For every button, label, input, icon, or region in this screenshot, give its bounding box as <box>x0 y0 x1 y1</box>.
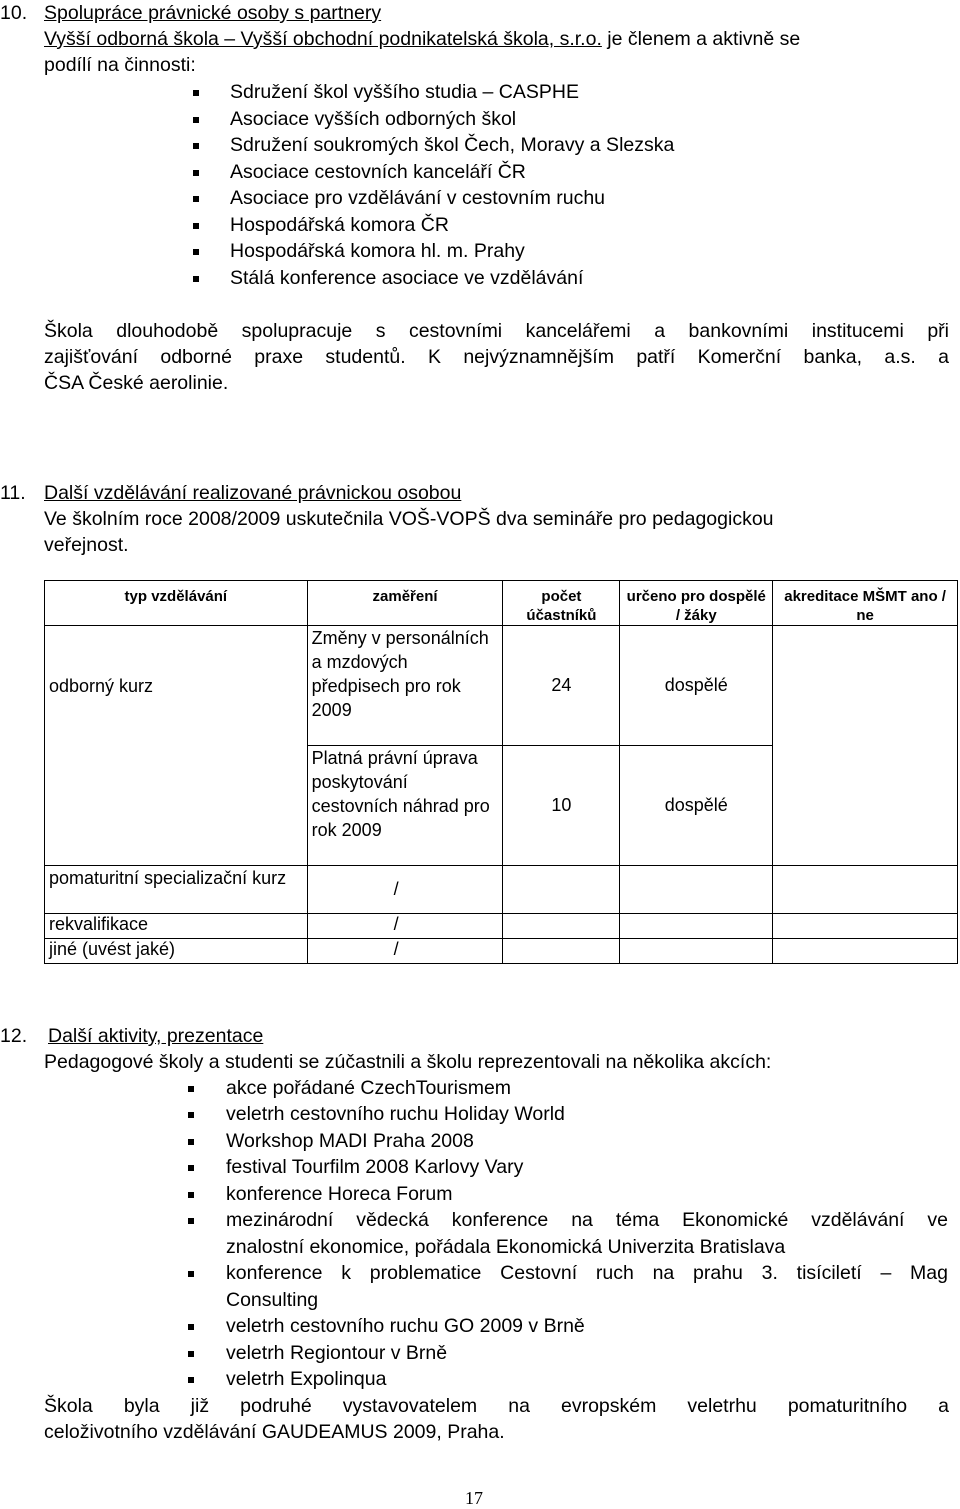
bullet-icon <box>193 223 199 229</box>
bullet-icon <box>188 1086 194 1092</box>
table-cell <box>773 626 958 866</box>
section-10-heading <box>0 2 382 24</box>
table-cell: / <box>307 939 503 964</box>
bullet-icon <box>193 170 199 176</box>
page-number: 17 <box>465 1488 483 1508</box>
bullet-icon <box>188 1218 194 1224</box>
table-cell: pomaturitní specializační kurz <box>45 866 308 914</box>
list-item: veletrh cestovního ruchu Holiday World <box>226 1103 565 1125</box>
bullet-icon <box>193 249 199 255</box>
table-header: počet účastníků <box>503 581 620 626</box>
table-header-row <box>45 581 958 626</box>
bullet-icon <box>193 143 199 149</box>
table-header: typ vzdělávání <box>45 581 308 626</box>
table-cell: 10 <box>503 746 620 866</box>
section-12-number: 12. <box>0 1025 28 1047</box>
section-10-paragraph-line3: ČSA České aerolinie. <box>44 372 229 394</box>
bullet-icon <box>188 1192 194 1198</box>
list-item: veletrh Expolinqua <box>226 1368 387 1390</box>
table-cell: Změny v personálních a mzdových předpisech pro rok 2009 <box>307 626 503 746</box>
section-10-intro-line1: Vyšší odborná škola – Vyšší obchodní podnikatelská škola, s.r.o. je členem a aktivně se <box>44 28 801 50</box>
list-item: Hospodářská komora ČR <box>230 214 449 236</box>
bullet-icon <box>193 90 199 96</box>
list-item: konference k problematice Cestovní ruch na prahu 3. tisíciletí – Mag <box>226 1262 948 1284</box>
closing-paragraph-line1: Škola byla již podruhé vystavovatelem na evropském veletrhu pomaturitního a <box>44 1395 949 1417</box>
table-cell <box>620 866 773 914</box>
table-cell <box>620 939 773 964</box>
list-item: Stálá konference asociace ve vzdělávání <box>230 267 584 289</box>
section-11-intro-line2: veřejnost. <box>44 534 129 556</box>
list-item: konference Horeca Forum <box>226 1183 453 1205</box>
table-row <box>45 866 958 914</box>
section-11-intro-line1: Ve školním roce 2008/2009 uskutečnila VOŠ-VOPŠ dva semináře pro pedagogickou <box>44 508 774 530</box>
table-row <box>45 626 958 746</box>
section-10-paragraph-line1: Škola dlouhodobě spolupracuje s cestovními kancelářemi a bankovními institucemi při <box>44 320 949 342</box>
section-11-heading <box>0 482 462 504</box>
bullet-icon <box>188 1112 194 1118</box>
list-item: festival Tourfilm 2008 Karlovy Vary <box>226 1156 524 1178</box>
table-cell: odborný kurz <box>45 626 308 866</box>
list-item: Sdružení škol vyššího studia – CASPHE <box>230 81 579 103</box>
table-cell: dospělé <box>620 746 773 866</box>
table-header: určeno pro dospělé / žáky <box>620 581 773 626</box>
section-10-number: 10. <box>0 2 28 24</box>
section-12-heading <box>0 1025 264 1047</box>
bullet-icon <box>188 1324 194 1330</box>
list-item: akce pořádané CzechTourismem <box>226 1077 512 1099</box>
table-header: zaměření <box>307 581 503 626</box>
list-item: veletrh Regiontour v Brně <box>226 1342 448 1364</box>
bullet-icon <box>188 1351 194 1357</box>
section-10-title: Spolupráce právnické osoby s partnery <box>44 2 382 24</box>
table-cell: rekvalifikace <box>45 914 308 939</box>
table-cell <box>773 866 958 914</box>
table-cell: / <box>307 914 503 939</box>
table-cell <box>503 939 620 964</box>
table-cell: 24 <box>503 626 620 746</box>
table-row <box>45 939 958 964</box>
bullet-icon <box>188 1139 194 1145</box>
table-cell: dospělé <box>620 626 773 746</box>
section-10-paragraph-line2: zajišťování odborné praxe studentů. K nejvýznamnějším patří Komerční banka, a.s. a <box>44 346 949 368</box>
list-item: Asociace pro vzdělávání v cestovním ruchu <box>230 187 606 209</box>
list-item-continuation: znalostní ekonomice, pořádala Ekonomická Univerzita Bratislava <box>226 1236 786 1258</box>
table-cell: / <box>307 866 503 914</box>
school-name: Vyšší odborná škola – Vyšší obchodní podnikatelská škola, s.r.o. <box>44 28 602 50</box>
table-cell: Platná právní úprava poskytování cestovních náhrad pro rok 2009 <box>307 746 503 866</box>
list-item: Hospodářská komora hl. m. Prahy <box>230 240 525 262</box>
table-cell <box>773 914 958 939</box>
bullet-icon <box>193 196 199 202</box>
table-cell <box>773 939 958 964</box>
table-row <box>45 914 958 939</box>
list-item: Asociace cestovních kanceláří ČR <box>230 161 526 183</box>
education-table <box>44 580 958 964</box>
table-header: akreditace MŠMT ano / ne <box>773 581 958 626</box>
list-item: veletrh cestovního ruchu GO 2009 v Brně <box>226 1315 585 1337</box>
section-10-intro-line2: podílí na činnosti: <box>44 54 196 76</box>
list-item: Asociace vyšších odborných škol <box>230 108 517 130</box>
table-cell <box>503 914 620 939</box>
list-item: Workshop MADI Praha 2008 <box>226 1130 474 1152</box>
table-cell: jiné (uvést jaké) <box>45 939 308 964</box>
list-item-continuation: Consulting <box>226 1289 319 1311</box>
bullet-icon <box>193 117 199 123</box>
bullet-icon <box>193 276 199 282</box>
bullet-icon <box>188 1377 194 1383</box>
list-item: Sdružení soukromých škol Čech, Moravy a Slezska <box>230 134 675 156</box>
section-11-number: 11. <box>0 482 26 504</box>
closing-paragraph-line2: celoživotního vzdělávání GAUDEAMUS 2009, Praha. <box>44 1421 505 1443</box>
bullet-icon <box>188 1271 194 1277</box>
section-11-title: Další vzdělávání realizované právnickou osobou <box>44 482 462 504</box>
table-cell <box>503 866 620 914</box>
table-cell <box>620 914 773 939</box>
list-item: mezinárodní vědecká konference na téma Ekonomické vzdělávání ve <box>226 1209 948 1231</box>
section-12-intro: Pedagogové školy a studenti se zúčastnili a školu reprezentovali na několika akcích: <box>44 1051 772 1073</box>
bullet-icon <box>188 1165 194 1171</box>
section-12-title: Další aktivity, prezentace <box>48 1025 264 1047</box>
